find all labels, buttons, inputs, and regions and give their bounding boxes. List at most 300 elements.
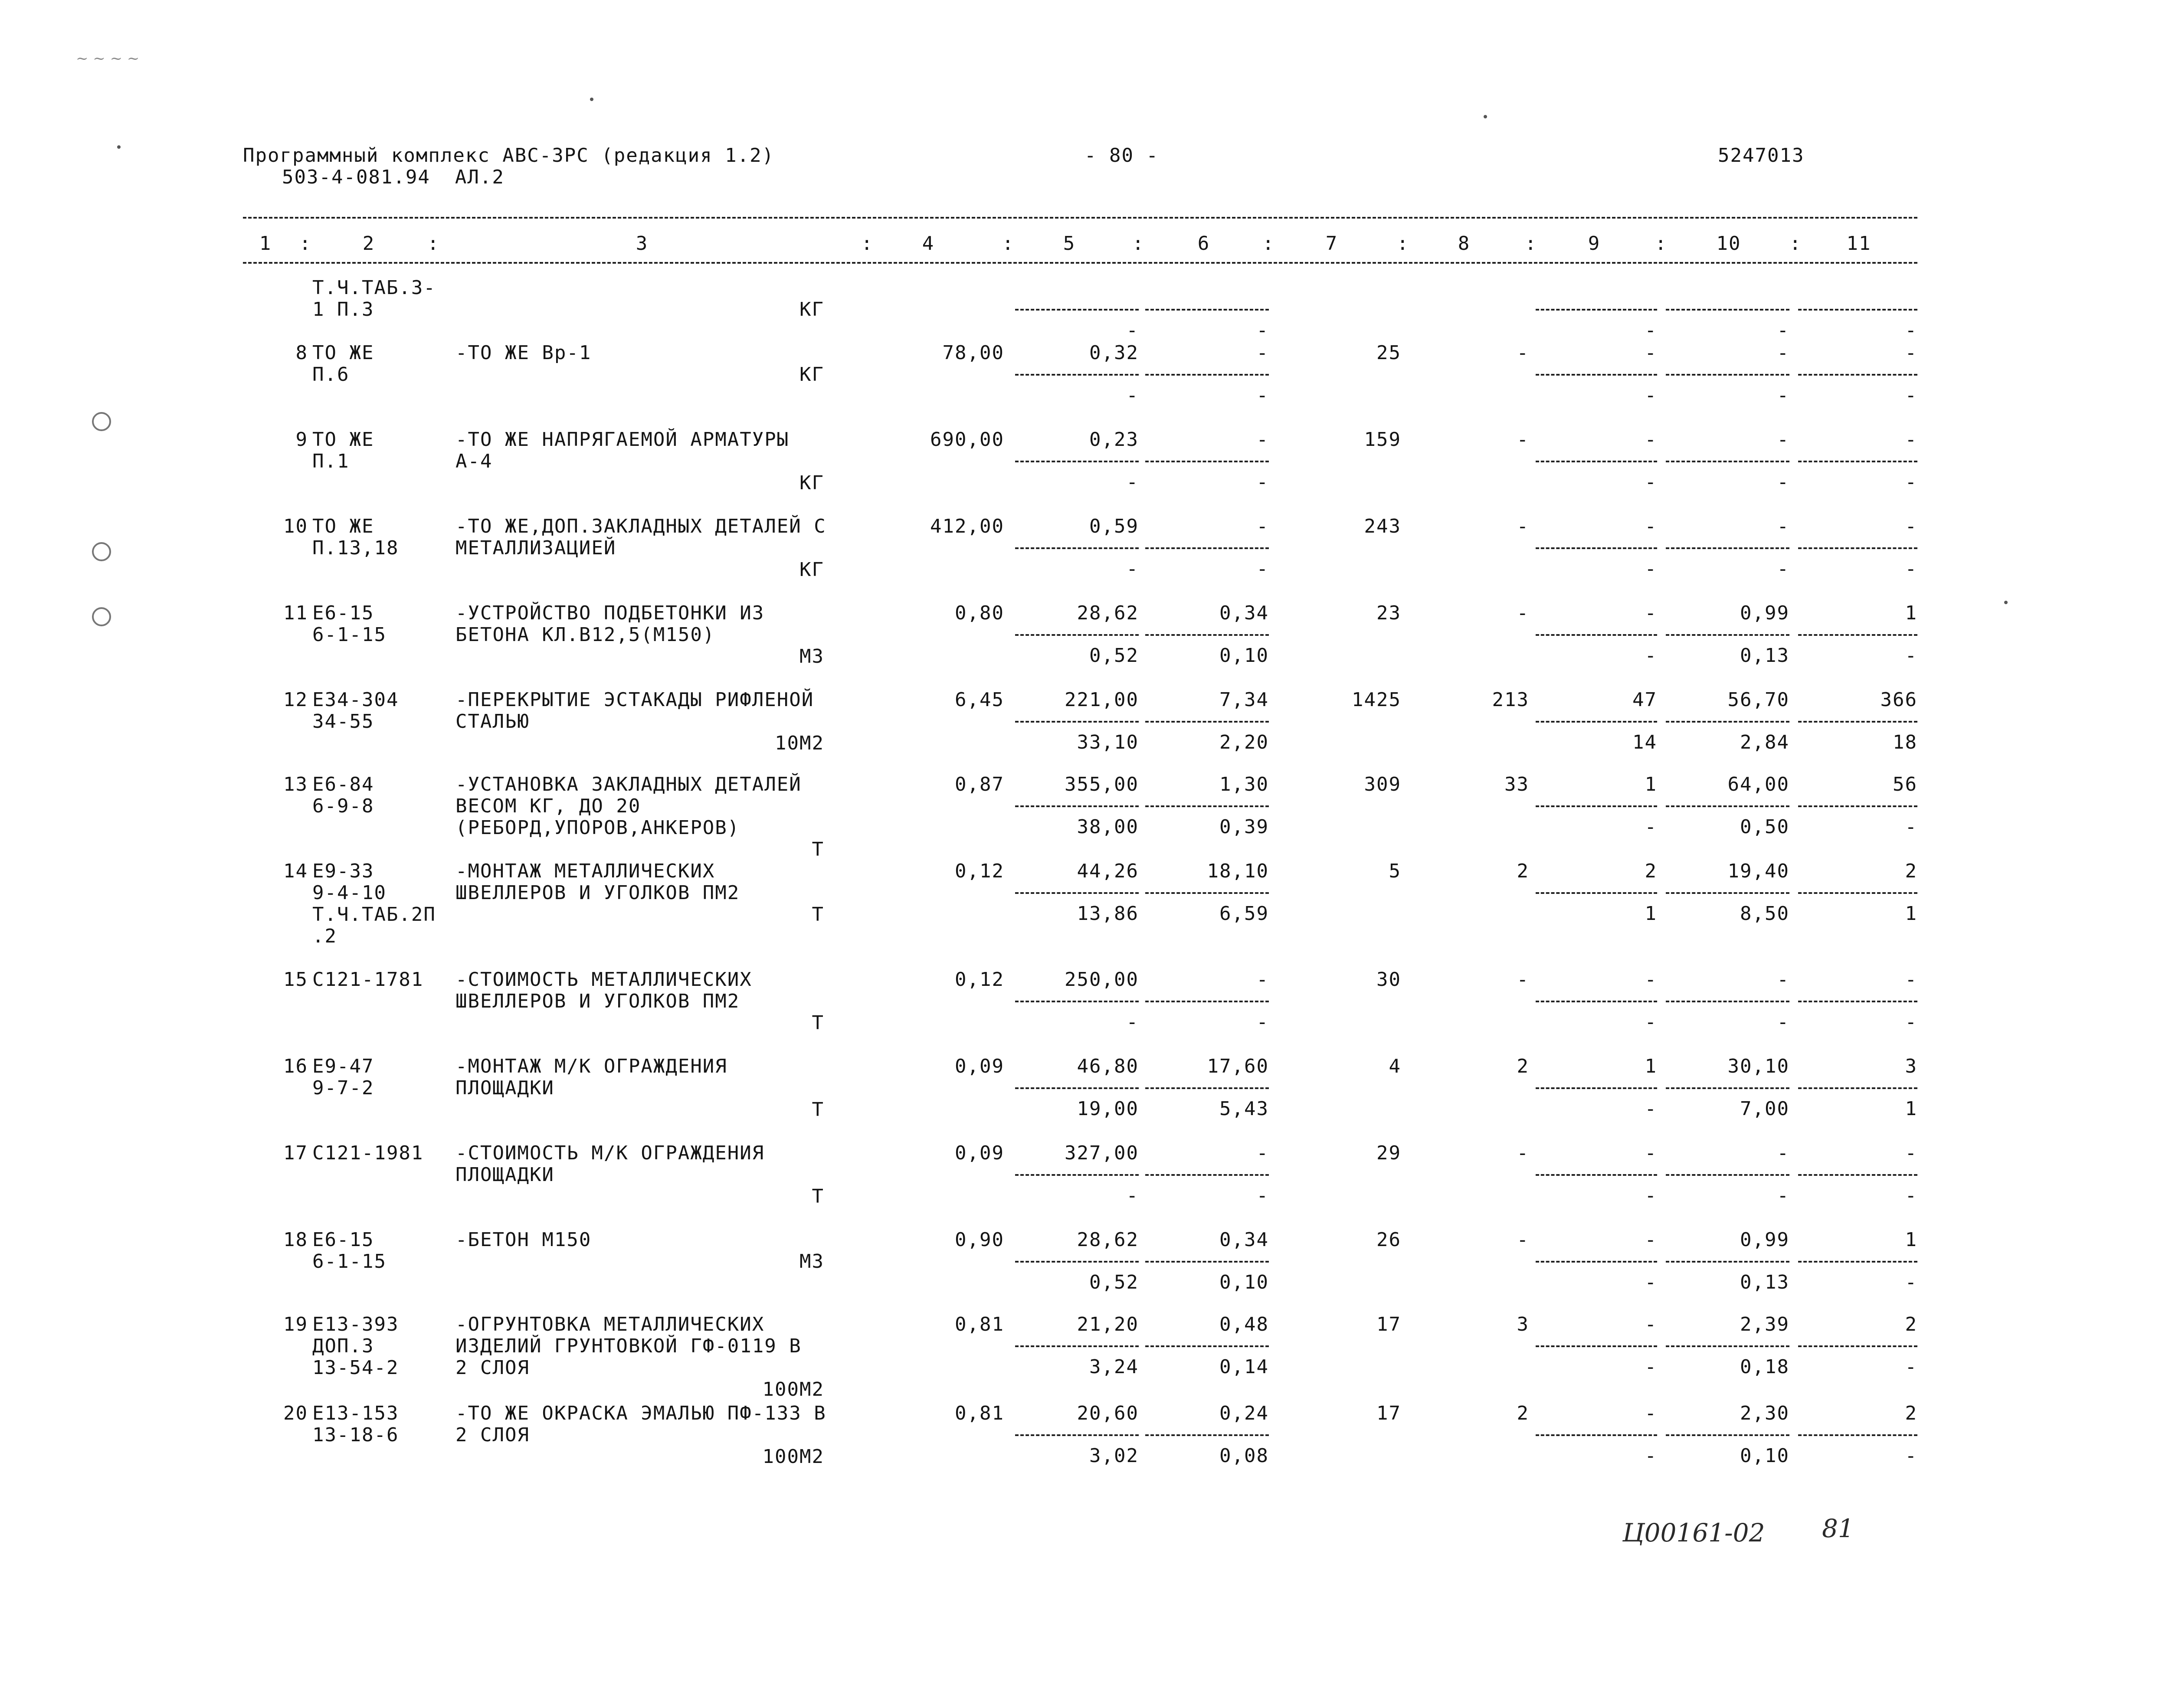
unit-of-measure: Т [812,838,824,861]
cell-c4: 0,90 [955,1229,1004,1251]
cell-c8: - [1517,602,1529,624]
cell-c11-lower: 1 [1905,903,1917,925]
row-number: 19 [283,1313,308,1335]
norm-code: 6-1-15 [312,624,387,646]
work-description: -УСТАНОВКА ЗАКЛАДНЫХ ДЕТАЛЕЙ [455,773,802,795]
work-description: -СТОИМОСТЬ М/К ОГРАЖДЕНИЯ [455,1142,765,1164]
cell-c6-lower: - [1256,1184,1269,1207]
cell-c6: 0,24 [1219,1402,1269,1424]
cell-c11: - [1905,1142,1917,1164]
cell-c5: 46,80 [1077,1055,1139,1077]
norm-code: 9-7-2 [312,1077,374,1099]
speck [117,145,121,149]
cell-c4: 412,00 [930,515,1004,537]
cell-c10-lower: 2,84 [1740,731,1789,753]
fraction-rule [1536,309,1657,311]
column-header: 4 [922,232,935,255]
cell-c11: 2 [1905,1313,1917,1335]
fraction-rule [1666,547,1789,549]
column-separator: : [1655,232,1668,255]
cell-c10-lower: 7,00 [1740,1098,1789,1120]
cell-c11: - [1905,342,1917,364]
cell-c4: 0,12 [955,969,1004,991]
cell-c4: 78,00 [942,342,1004,364]
fraction-rule [1536,461,1657,462]
cell-c8: - [1517,1229,1529,1251]
cell-c9: - [1645,969,1657,991]
fraction-rule [1798,1261,1917,1263]
fraction-rule [1536,547,1657,549]
unit-of-measure: М3 [799,645,824,667]
column-separator: : [1525,232,1537,255]
norm-code: П.1 [312,450,350,472]
fraction-rule [1536,1434,1657,1436]
cell-c5-lower: 3,24 [1089,1356,1139,1378]
column-separator: : [861,232,874,255]
cell-c11: - [1905,515,1917,537]
cell-c4: 690,00 [930,429,1004,451]
fraction-rule [1536,1261,1657,1263]
fraction-rule [1145,1087,1269,1089]
cell-c9-lower: - [1645,319,1657,341]
header-rule-top [243,217,1917,219]
row-number: 11 [283,602,308,624]
work-description: -ТО ЖЕ,ДОП.ЗАКЛАДНЫХ ДЕТАЛЕЙ С [455,515,826,537]
cell-c7: 1425 [1352,689,1401,711]
fraction-rule [1536,634,1657,636]
cell-c9-lower: - [1645,645,1657,667]
cell-c10: - [1777,969,1789,991]
work-description: БЕТОНА КЛ.В12,5(М150) [455,624,715,646]
work-description: ПЛОЩАДКИ [455,1077,554,1099]
cell-c7: 243 [1364,515,1401,537]
row-number: 15 [283,969,308,991]
cell-c10: 0,99 [1740,602,1789,624]
norm-code: Е6-15 [312,1229,374,1251]
norm-code: Е34-304 [312,689,399,711]
fraction-rule [1666,1345,1789,1347]
cell-c5-lower: 38,00 [1077,816,1139,838]
fraction-rule [1666,1261,1789,1263]
column-header: 5 [1063,232,1076,255]
fraction-rule [1798,309,1917,311]
fraction-rule [1145,721,1269,723]
work-description: -ТО ЖЕ Вр-1 [455,342,592,364]
cell-c8: 2 [1517,1402,1529,1424]
cell-c10: - [1777,515,1789,537]
cell-c7: 17 [1376,1402,1401,1424]
cell-c10: - [1777,1142,1789,1164]
cell-c11-lower: - [1905,384,1917,406]
fraction-rule [1536,892,1657,894]
work-description: -УСТРОЙСТВО ПОДБЕТОНКИ ИЗ [455,602,765,624]
fraction-rule [1666,805,1789,807]
cell-c11-lower: 1 [1905,1098,1917,1120]
cell-c6-lower: 0,10 [1219,1271,1269,1293]
column-header: 2 [362,232,375,255]
fraction-rule [1145,1001,1269,1002]
norm-code: 9-4-10 [312,882,387,904]
cell-c11-lower: - [1905,1445,1917,1467]
cell-c6-lower: 0,14 [1219,1356,1269,1378]
column-separator: : [1397,232,1409,255]
document-number: 5247013 [1718,144,1805,167]
cell-c10-lower: 8,50 [1740,903,1789,925]
cell-c11: 2 [1905,1402,1917,1424]
unit-of-measure: Т [812,1185,824,1207]
fraction-rule [1798,461,1917,462]
cell-c9-lower: - [1645,1445,1657,1467]
fraction-rule [1666,1434,1789,1436]
row-number: 9 [295,429,308,451]
norm-code: Е6-84 [312,773,374,795]
fraction-rule [1798,1001,1917,1002]
norm-code: 13-18-6 [312,1424,399,1446]
row-number: 18 [283,1229,308,1251]
work-description: ИЗДЕЛИЙ ГРУНТОВКОЙ ГФ-0119 В [455,1335,802,1357]
work-description: ПЛОЩАДКИ [455,1164,554,1186]
row-number: 8 [295,342,308,364]
cell-c6-lower: 0,39 [1219,816,1269,838]
cell-c6-lower: - [1256,384,1269,406]
fraction-rule [1015,634,1139,636]
row-number: 16 [283,1055,308,1077]
fraction-rule [1145,805,1269,807]
fraction-rule [1798,1174,1917,1176]
fraction-rule [1015,547,1139,549]
cell-c8: 2 [1517,860,1529,882]
norm-code: 13-54-2 [312,1357,399,1379]
cell-c10: 56,70 [1727,689,1789,711]
cell-c11-lower: - [1905,645,1917,667]
cell-c6: - [1256,342,1269,364]
cell-c11: 56 [1893,773,1917,795]
cell-c11-lower: - [1905,1011,1917,1033]
cell-c11-lower: - [1905,1356,1917,1378]
cell-c8: 213 [1492,689,1529,711]
cell-c5: 0,59 [1089,515,1139,537]
cell-c4: 0,81 [955,1313,1004,1335]
punch-hole [92,542,111,561]
cell-c11: 1 [1905,602,1917,624]
fraction-rule [1015,805,1139,807]
fraction-rule [1666,309,1789,311]
cell-c10-lower: 0,13 [1740,1271,1789,1293]
cell-c8: - [1517,969,1529,991]
fraction-rule [1536,1345,1657,1347]
cell-c5-lower: - [1126,558,1139,580]
cell-c9: - [1645,429,1657,451]
cell-c5-lower: - [1126,1011,1139,1033]
fraction-rule [1015,1087,1139,1089]
work-description: ШВЕЛЛЕРОВ И УГОЛКОВ ПМ2 [455,882,740,904]
cell-c7: 23 [1376,602,1401,624]
norm-code: П.13,18 [312,537,399,559]
unit-of-measure: КГ [799,559,824,581]
punch-hole [92,607,111,626]
cell-c5: 20,60 [1077,1402,1139,1424]
cell-c5: 0,23 [1089,429,1139,451]
column-header: 3 [636,232,649,255]
work-description: -СТОИМОСТЬ МЕТАЛЛИЧЕСКИХ [455,969,752,991]
cell-c10-lower: - [1777,384,1789,406]
norm-code: П.6 [312,363,350,386]
work-description: А-4 [455,450,493,472]
fraction-rule [1145,1434,1269,1436]
fraction-rule [1015,309,1139,311]
fraction-rule [1666,374,1789,376]
cell-c6: 1,30 [1219,773,1269,795]
column-separator: : [1132,232,1145,255]
fraction-rule [1798,374,1917,376]
cell-c11-lower: - [1905,1271,1917,1293]
work-description: ВЕСОМ КГ, ДО 20 [455,795,641,817]
work-description: СТАЛЬЮ [455,710,530,733]
column-separator: : [1789,232,1802,255]
cell-c6: 0,34 [1219,1229,1269,1251]
work-description: 2 СЛОЯ [455,1424,530,1446]
column-header: 9 [1588,232,1601,255]
cell-c8: - [1517,342,1529,364]
work-description: МЕТАЛЛИЗАЦИЕЙ [455,537,616,559]
cell-c10: - [1777,342,1789,364]
work-description: -МОНТАЖ МЕТАЛЛИЧЕСКИХ [455,860,715,882]
cell-c9: - [1645,1229,1657,1251]
cell-c9: - [1645,1402,1657,1424]
cell-c6-lower: 6,59 [1219,903,1269,925]
cell-c6: 0,34 [1219,602,1269,624]
norm-code: 6-1-15 [312,1250,387,1273]
column-header: 8 [1458,232,1471,255]
page-number: - 80 - [1084,144,1159,167]
cell-c6: 18,10 [1207,860,1269,882]
handwritten-code: Ц00161-02 [1622,1518,1765,1548]
cell-c11-lower: 18 [1893,731,1917,753]
cell-c9-lower: 1 [1645,903,1657,925]
cell-c11: 366 [1880,689,1917,711]
cell-c5-lower: 13,86 [1077,903,1139,925]
column-header: 10 [1716,232,1741,255]
cell-c5-lower: 0,52 [1089,1271,1139,1293]
header-rule-bottom [243,262,1917,264]
cell-c11: - [1905,429,1917,451]
cell-c6-lower: - [1256,319,1269,341]
cell-c10: 19,40 [1727,860,1789,882]
cell-c7: 30 [1376,969,1401,991]
unit-of-measure: Т [812,1012,824,1034]
speck [1484,115,1487,118]
cell-c11: - [1905,969,1917,991]
fraction-rule [1536,1087,1657,1089]
work-description: -ТО ЖЕ НАПРЯГАЕМОЙ АРМАТУРЫ [455,429,790,451]
unit-of-measure: 100М2 [762,1378,824,1400]
cell-c6-lower: - [1256,471,1269,493]
unit-of-measure: Т [812,1099,824,1121]
column-header: 7 [1325,232,1338,255]
norm-code: 1 П.3 [312,298,374,321]
fraction-rule [1666,1174,1789,1176]
cell-c10: 2,30 [1740,1402,1789,1424]
fraction-rule [1015,1261,1139,1263]
row-number: 17 [283,1142,308,1164]
cell-c5-lower: - [1126,384,1139,406]
cell-c9-lower: - [1645,1098,1657,1120]
fraction-rule [1015,892,1139,894]
norm-code: ТО ЖЕ [312,515,374,537]
cell-c11: 2 [1905,860,1917,882]
cell-c10-lower: - [1777,1011,1789,1033]
cell-c11-lower: - [1905,816,1917,838]
cell-c8: - [1517,515,1529,537]
unit-of-measure: 100М2 [762,1446,824,1468]
norm-code: ТО ЖЕ [312,342,374,364]
cell-c6: - [1256,429,1269,451]
cell-c10: 30,10 [1727,1055,1789,1077]
cell-c11: 3 [1905,1055,1917,1077]
cell-c5: 355,00 [1065,773,1139,795]
unit-of-measure: КГ [799,363,824,386]
row-number: 10 [283,515,308,537]
fraction-rule [1798,1345,1917,1347]
cell-c10: - [1777,429,1789,451]
cell-c9-lower: - [1645,816,1657,838]
column-separator: : [1262,232,1275,255]
fraction-rule [1666,1087,1789,1089]
cell-c5-lower: 0,52 [1089,645,1139,667]
cell-c7: 159 [1364,429,1401,451]
cell-c9-lower: - [1645,1271,1657,1293]
fraction-rule [1536,1174,1657,1176]
cell-c4: 6,45 [955,689,1004,711]
speck [2004,601,2008,604]
cell-c9: - [1645,342,1657,364]
work-description: (РЕБОРД,УПОРОВ,АНКЕРОВ) [455,817,740,839]
norm-code: Е13-153 [312,1402,399,1424]
cell-c9: - [1645,1142,1657,1164]
cell-c9: - [1645,1313,1657,1335]
cell-c8: 33 [1504,773,1529,795]
norm-code: Е13-393 [312,1313,399,1335]
fraction-rule [1015,1345,1139,1347]
fraction-rule [1536,374,1657,376]
cell-c4: 0,80 [955,602,1004,624]
norm-code: 34-55 [312,710,374,733]
fraction-rule [1145,1174,1269,1176]
cell-c7: 17 [1376,1313,1401,1335]
cell-c5: 44,26 [1077,860,1139,882]
fraction-rule [1145,1345,1269,1347]
cell-c10-lower: 0,10 [1740,1445,1789,1467]
cell-c5-lower: 19,00 [1077,1098,1139,1120]
cell-c6: - [1256,969,1269,991]
work-description: -МОНТАЖ М/К ОГРАЖДЕНИЯ [455,1055,727,1077]
cell-c9-lower: - [1645,384,1657,406]
fraction-rule [1798,1087,1917,1089]
norm-code: С121-1981 [312,1142,424,1164]
cell-c5: 28,62 [1077,1229,1139,1251]
cell-c5: 28,62 [1077,602,1139,624]
fraction-rule [1145,634,1269,636]
fraction-rule [1015,721,1139,723]
cell-c4: 0,12 [955,860,1004,882]
fraction-rule [1798,892,1917,894]
cell-c10: 2,39 [1740,1313,1789,1335]
cell-c10-lower: 0,13 [1740,645,1789,667]
cell-c6-lower: 0,08 [1219,1445,1269,1467]
cell-c6-lower: 2,20 [1219,731,1269,753]
cell-c9-lower: 14 [1632,731,1657,753]
cell-c4: 0,09 [955,1055,1004,1077]
cell-c6-lower: 0,10 [1219,645,1269,667]
cell-c7: 4 [1389,1055,1401,1077]
cell-c10-lower: 0,50 [1740,816,1789,838]
fraction-rule [1015,1434,1139,1436]
norm-code: 6-9-8 [312,795,374,817]
fraction-rule [1666,1001,1789,1002]
cell-c10-lower: - [1777,1184,1789,1207]
cell-c5-lower: - [1126,471,1139,493]
fraction-rule [1798,1434,1917,1436]
cell-c9: 47 [1632,689,1657,711]
fraction-rule [1145,547,1269,549]
norm-code: Е9-47 [312,1055,374,1077]
column-separator: : [1002,232,1015,255]
work-description: ШВЕЛЛЕРОВ И УГОЛКОВ ПМ2 [455,990,740,1012]
work-description: -ПЕРЕКРЫТИЕ ЭСТАКАДЫ РИФЛЕНОЙ [455,689,814,711]
row-number: 20 [283,1402,308,1424]
cell-c5: 221,00 [1065,689,1139,711]
cell-c9: 1 [1645,773,1657,795]
column-header: 6 [1197,232,1210,255]
fraction-rule [1798,547,1917,549]
cell-c6-lower: - [1256,558,1269,580]
cell-c7: 5 [1389,860,1401,882]
cell-c8: 2 [1517,1055,1529,1077]
cell-c6: 17,60 [1207,1055,1269,1077]
cell-c6: 0,48 [1219,1313,1269,1335]
work-description: -ОГРУНТОВКА МЕТАЛЛИЧЕСКИХ [455,1313,765,1335]
fraction-rule [1666,721,1789,723]
cell-c4: 0,09 [955,1142,1004,1164]
fraction-rule [1798,805,1917,807]
norm-code: Т.Ч.ТАБ.2П [312,903,436,926]
fraction-rule [1145,1261,1269,1263]
cell-c8: - [1517,429,1529,451]
norm-code: Т.Ч.ТАБ.3- [312,277,436,299]
cell-c8: 3 [1517,1313,1529,1335]
corner-stamp: ~ ~ ~ ~ [76,50,140,67]
unit-of-measure: Т [812,903,824,926]
cell-c10-lower: - [1777,471,1789,493]
cell-c9-lower: - [1645,1356,1657,1378]
cell-c6: - [1256,1142,1269,1164]
cell-c9: - [1645,515,1657,537]
cell-c9: - [1645,602,1657,624]
fraction-rule [1536,721,1657,723]
cell-c11: 1 [1905,1229,1917,1251]
cell-c10-lower: - [1777,319,1789,341]
fraction-rule [1145,309,1269,311]
cell-c6-lower: 5,43 [1219,1098,1269,1120]
fraction-rule [1015,461,1139,462]
cell-c9-lower: - [1645,1011,1657,1033]
fraction-rule [1145,892,1269,894]
cell-c10-lower: - [1777,558,1789,580]
cell-c5-lower: - [1126,1184,1139,1207]
column-separator: : [299,232,312,255]
fraction-rule [1015,1001,1139,1002]
cell-c7: 25 [1376,342,1401,364]
